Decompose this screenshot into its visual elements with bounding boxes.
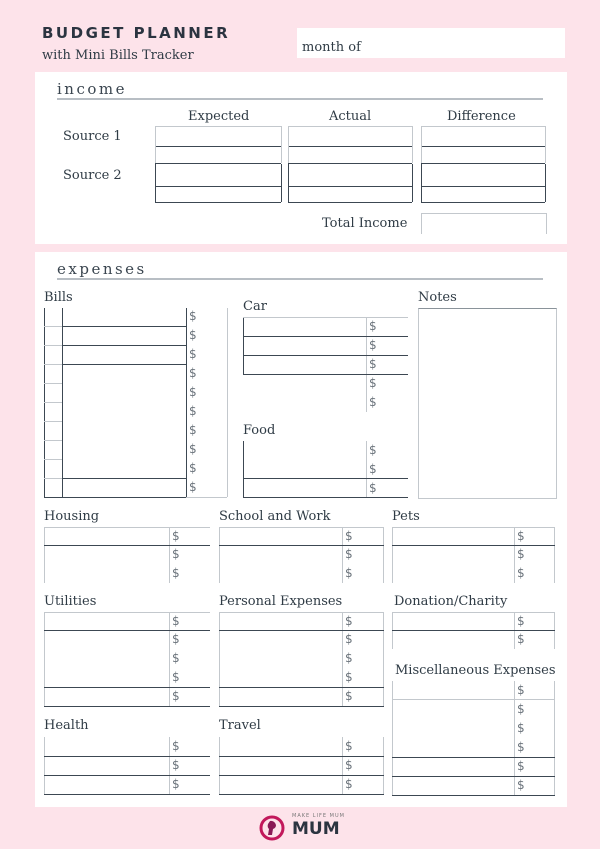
- currency-symbol: $: [172, 547, 180, 561]
- notes-label: Notes: [418, 290, 457, 305]
- currency-symbol: $: [172, 777, 180, 791]
- currency-symbol: $: [172, 632, 180, 646]
- currency-symbol: $: [345, 529, 353, 543]
- currency-symbol: $: [189, 480, 197, 494]
- col-actual: Actual: [329, 109, 372, 124]
- income-source-1-label: Source 1: [63, 129, 122, 144]
- bills-table[interactable]: [44, 308, 228, 498]
- car-label: Car: [243, 299, 267, 314]
- currency-symbol: $: [189, 423, 197, 437]
- travel-label: Travel: [219, 718, 261, 733]
- school-work-table[interactable]: [219, 527, 384, 584]
- donation-charity-label: Donation/Charity: [394, 594, 508, 609]
- currency-symbol: $: [189, 385, 197, 399]
- expenses-divider: [57, 278, 543, 280]
- currency-symbol: $: [517, 632, 525, 646]
- currency-symbol: $: [517, 566, 525, 580]
- notes-box[interactable]: [418, 308, 557, 499]
- currency-symbol: $: [172, 739, 180, 753]
- currency-symbol: $: [517, 529, 525, 543]
- total-income-label: Total Income: [322, 216, 408, 231]
- currency-symbol: $: [189, 347, 197, 361]
- col-difference: Difference: [447, 109, 516, 124]
- currency-symbol: $: [369, 357, 377, 371]
- currency-symbol: $: [369, 395, 377, 409]
- currency-symbol: $: [517, 759, 525, 773]
- currency-symbol: $: [172, 670, 180, 684]
- expenses-heading: expenses: [57, 260, 147, 278]
- currency-symbol: $: [369, 376, 377, 390]
- currency-symbol: $: [517, 778, 525, 792]
- currency-symbol: $: [345, 632, 353, 646]
- currency-symbol: $: [369, 443, 377, 457]
- currency-symbol: $: [369, 462, 377, 476]
- health-label: Health: [44, 718, 89, 733]
- brand-logo-text: MUM: [292, 819, 340, 839]
- page-title: BUDGET PLANNER: [42, 24, 231, 42]
- currency-symbol: $: [172, 614, 180, 628]
- income-source-2-label: Source 2: [63, 168, 122, 183]
- currency-symbol: $: [345, 651, 353, 665]
- misc-expenses-label: Miscellaneous Expenses: [395, 663, 556, 678]
- currency-symbol: $: [369, 319, 377, 333]
- food-label: Food: [243, 423, 276, 438]
- currency-symbol: $: [345, 689, 353, 703]
- pets-label: Pets: [392, 509, 420, 524]
- currency-symbol: $: [189, 309, 197, 323]
- total-income-field[interactable]: [421, 213, 547, 234]
- currency-symbol: $: [517, 740, 525, 754]
- page-subtitle: with Mini Bills Tracker: [42, 48, 194, 63]
- currency-symbol: $: [517, 702, 525, 716]
- expenses-card: [35, 252, 567, 807]
- currency-symbol: $: [189, 328, 197, 342]
- currency-symbol: $: [345, 758, 353, 772]
- currency-symbol: $: [172, 651, 180, 665]
- currency-symbol: $: [517, 614, 525, 628]
- currency-symbol: $: [517, 683, 525, 697]
- utilities-table[interactable]: [44, 612, 210, 707]
- currency-symbol: $: [345, 566, 353, 580]
- currency-symbol: $: [517, 721, 525, 735]
- housing-label: Housing: [44, 509, 100, 524]
- currency-symbol: $: [345, 547, 353, 561]
- brand-logo-tagline: MAKE LIFE MUM: [292, 813, 345, 819]
- misc-expenses-table[interactable]: [392, 681, 555, 796]
- currency-symbol: $: [172, 689, 180, 703]
- pets-table[interactable]: [392, 527, 555, 584]
- currency-symbol: $: [345, 739, 353, 753]
- currency-symbol: $: [172, 758, 180, 772]
- currency-symbol: $: [189, 366, 197, 380]
- currency-symbol: $: [172, 529, 180, 543]
- income-divider: [57, 98, 543, 100]
- month-label: month of: [302, 40, 361, 55]
- col-expected: Expected: [188, 109, 250, 124]
- currency-symbol: $: [517, 547, 525, 561]
- personal-expenses-label: Personal Expenses: [219, 594, 343, 609]
- bills-label: Bills: [44, 290, 73, 305]
- income-heading: income: [57, 80, 127, 98]
- currency-symbol: $: [345, 670, 353, 684]
- food-table[interactable]: [243, 441, 408, 498]
- car-table[interactable]: [243, 317, 408, 412]
- brand-logo: [258, 812, 348, 844]
- utilities-label: Utilities: [44, 594, 97, 609]
- housing-table[interactable]: [44, 527, 210, 584]
- school-work-label: School and Work: [219, 509, 331, 524]
- currency-symbol: $: [189, 404, 197, 418]
- currency-symbol: $: [369, 338, 377, 352]
- currency-symbol: $: [189, 442, 197, 456]
- donation-charity-table[interactable]: [392, 612, 555, 650]
- currency-symbol: $: [345, 614, 353, 628]
- income-card: [35, 72, 567, 244]
- personal-expenses-table[interactable]: [219, 612, 384, 707]
- currency-symbol: $: [189, 461, 197, 475]
- currency-symbol: $: [172, 566, 180, 580]
- health-table[interactable]: [44, 737, 210, 795]
- currency-symbol: $: [369, 481, 377, 495]
- currency-symbol: $: [345, 777, 353, 791]
- travel-table[interactable]: [219, 737, 384, 795]
